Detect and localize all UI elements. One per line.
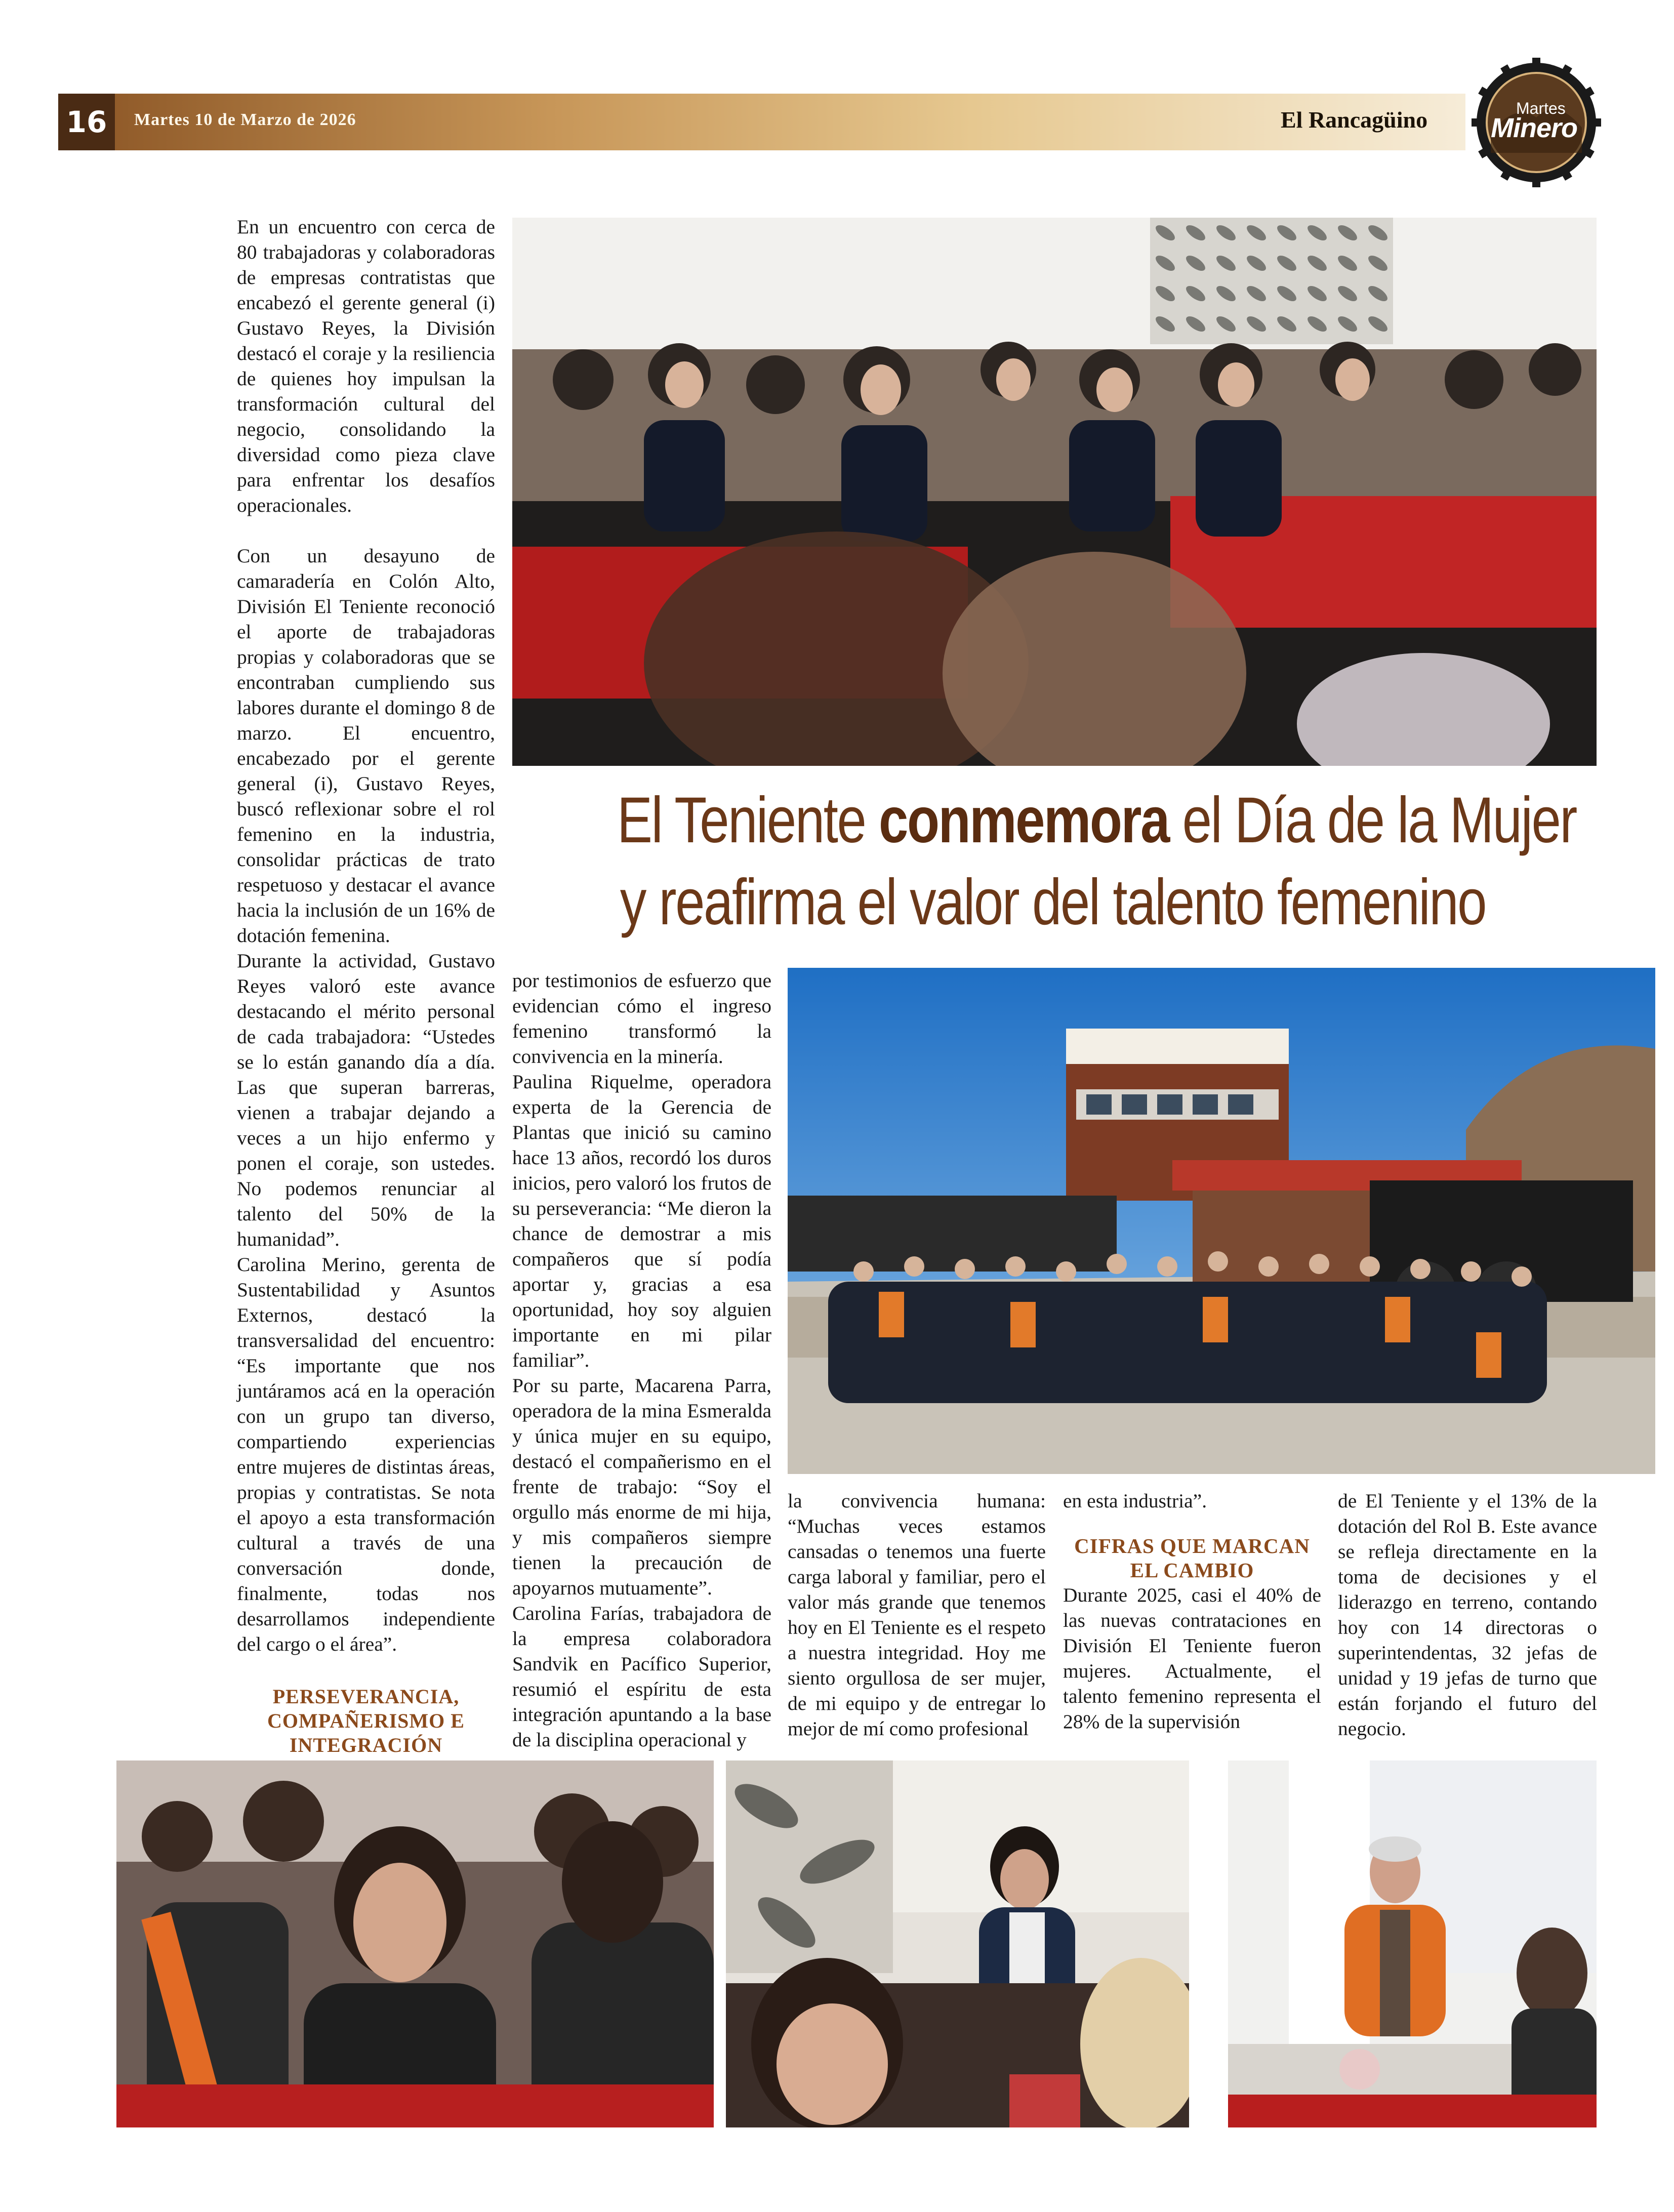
article-column-4	[1063, 1488, 1321, 1734]
photo-breakfast-event	[512, 218, 1597, 766]
logo-text-top: Martes	[1516, 99, 1566, 117]
article-paragraph: de El Teniente y el 13% de la dotación del Rol B. Este avance se refleja directamente en la toma de decisiones y el liderazgo en terreno, contando hoy con 14 directoras o superintendentas, 32 jefas de unidad y 19 jefas de turno que están forjando el futuro del negocio.	[1338, 1490, 1597, 1740]
article-lead: En un encuentro con cerca de 80 trabajadoras y colaboradoras de empresas contratistas que encabezó el gerente general (i) Gustavo Reyes, la División destacó el coraje y la resiliencia de quienes hoy impulsan la transformación cultural del negocio, consolidando la diversidad como pieza clave para enfrentar los desafíos operacionales.	[237, 216, 495, 516]
photo-speaker-man	[1228, 1760, 1597, 2127]
article-paragraph: Paulina Riquelme, operadora experta de la Gerencia de Plantas que inició su camino hace 13 años, recordó los duros inicios, pero valoró los frutos de su perseverancia: “Me dieron la chance de demostrar a mis compañeros que sí podía aportar y, gracias a esa oportunidad, hoy soy alguien importante en mi pilar familiar”.	[512, 1071, 771, 1371]
page-number: 16	[58, 94, 115, 150]
article-title	[617, 780, 1576, 944]
subheading-perseverancia: PERSEVERANCIA, COMPAÑERISMO E INTEGRACIÓN	[267, 1685, 465, 1756]
article-paragraph: Durante 2025, casi el 40% de las nuevas contrataciones en División El Teniente fueron mujeres. Actualmente, el talento femenino representa el 28% de la supervisión	[1063, 1584, 1321, 1733]
title-part-2: el Día de la Mujer	[1168, 784, 1576, 856]
article-column-1	[237, 214, 495, 1783]
title-line-2: y reafirma el valor del talento femenino	[620, 866, 1486, 938]
article-paragraph: Durante la actividad, Gustavo Reyes valoró este avance destacando el mérito personal de cada trabajadora: “Ustedes se lo están ganando día a día. Las que superan barreras, vienen a trabajar dejando a veces a un hijo enfermo y ponen el coraje, son ustedes. No podemos renunciar al talento del 50% de la humanidad”.	[237, 950, 495, 1250]
title-line-1	[617, 780, 1576, 862]
article-column-2	[512, 968, 771, 1752]
article-paragraph: Carolina Farías, trabajadora de la empresa colaboradora Sandvik en Pacífico Superior, resumió el espíritu de esta integración apuntando a la base de la disciplina operacional y	[512, 1602, 771, 1751]
article-paragraph: Con un desayuno de camaradería en Colón Alto, División El Teniente reconoció el aporte de trabajadoras propias y colaboradoras que se encontraban cumpliendo sus labores durante el domingo 8 de marzo. El encuentro, encabezado por el gerente general (i), Gustavo Reyes, buscó reflexionar sobre el rol femenino en la industria, consolidar prácticas de trato respetuoso y destacar el avance hacia la inclusión de un 16% de dotación femenina.	[237, 545, 495, 947]
article-paragraph: en esta industria”.	[1063, 1490, 1207, 1512]
article-column-5	[1338, 1488, 1597, 1741]
article-paragraph: por testimonios de esfuerzo que evidencian cómo el ingreso femenino transformó la convivencia en la minería.	[512, 969, 771, 1068]
logo-text-main: Minero	[1491, 113, 1578, 143]
photo-speaker-woman	[726, 1760, 1189, 2127]
title-emphasis: conmemora	[879, 784, 1169, 856]
title-part-1: El Teniente	[617, 784, 879, 856]
subheading-cifras: CIFRAS QUE MARCAN EL CAMBIO	[1074, 1534, 1310, 1582]
article-paragraph: Por su parte, Macarena Parra, operadora de la mina Esmeralda y única mujer en su equipo, destacó el compañerismo en el frente de trabajo: “Soy el orgullo más enorme de mi hija, y mis compañeros siempre tienen la precaución de apoyarnos mutuamente”.	[512, 1374, 771, 1599]
article-paragraph: Carolina Merino, gerenta de Sustentabilidad y Asuntos Externos, destacó la transversalidad del encuentro: “Es importante que nos juntáramos acá en la operación con un grupo tan diverso, compartiendo experiencias entre mujeres de distintas áreas, propias y contratistas. Se nota el apoyo a esta transformación cultural a través de una conversación donde, finalmente, todas nos desarrollamos independiente del cargo o el área”.	[237, 1253, 495, 1655]
article-paragraph: la convivencia humana: “Muchas veces estamos cansadas o tenemos una fuerte carga laboral y familiar, pero el valor más grande que tenemos hoy en El Teniente es el respeto a nuestra integridad. Hoy me siento orgullosa de ser mujer, de mi equipo y de entregar lo mejor de mí como profesional	[788, 1490, 1046, 1740]
issue-date: Martes 10 de Marzo de 2026	[134, 110, 356, 129]
newspaper-name: El Rancagüino	[1281, 107, 1428, 133]
article-column-3	[788, 1488, 1046, 1741]
photo-worker-portrait	[116, 1760, 714, 2127]
photo-group-train	[788, 968, 1655, 1474]
